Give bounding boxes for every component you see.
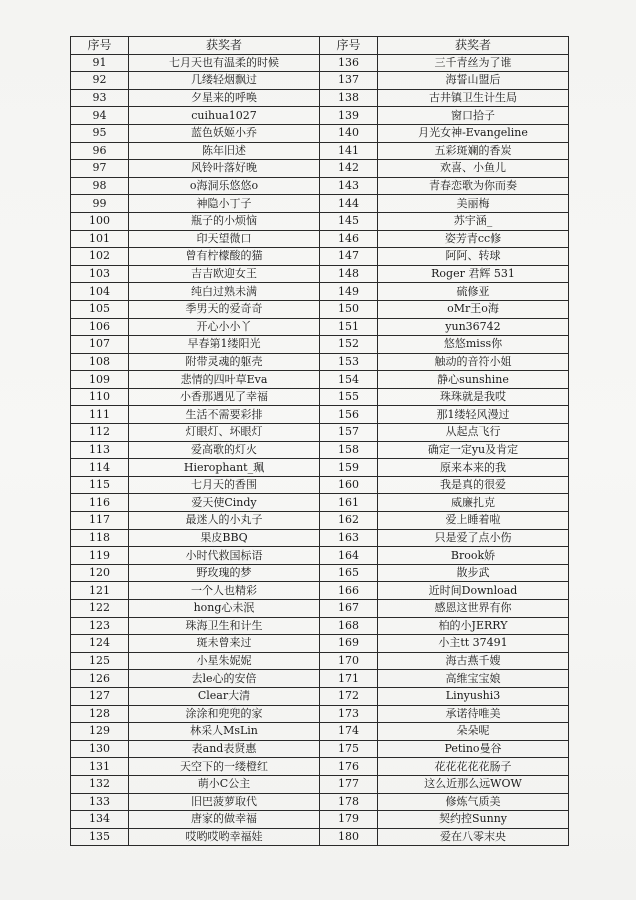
winner-name-left: 小香那遇见了幸福 [129,388,320,406]
row-number-right: 145 [320,212,378,230]
table-row [71,705,569,723]
table-row [71,459,569,477]
row-number-left: 117 [71,512,129,530]
table-row [71,723,569,741]
header-cell-number-left: 序号 [71,37,129,55]
winner-name-right: Petino曼谷 [378,740,569,758]
table-row [71,318,569,336]
winner-name-left: 几缕轻烟飘过 [129,72,320,90]
table-row [71,142,569,160]
row-number-left: 116 [71,494,129,512]
winner-name-right: 古井镇卫生计生局 [378,89,569,107]
row-number-left: 101 [71,230,129,248]
winner-name-left: 生活不需要彩排 [129,406,320,424]
row-number-right: 158 [320,441,378,459]
table-row [71,476,569,494]
winner-name-left: 小星朱妮妮 [129,652,320,670]
row-number-right: 153 [320,353,378,371]
winner-name-left: 陈年旧述 [129,142,320,160]
table-row [71,54,569,72]
row-number-left: 128 [71,705,129,723]
row-number-right: 143 [320,177,378,195]
winner-name-left: 季男天的爱奇奇 [129,300,320,318]
row-number-left: 127 [71,687,129,705]
winner-name-left: 附带灵魂的躯壳 [129,353,320,371]
winner-name-right: Brook娇 [378,547,569,565]
winner-name-left: 神隐小丁子 [129,195,320,213]
winner-name-left: 果皮BBQ [129,529,320,547]
header-row [71,37,569,55]
winner-name-left: 早春第1缕阳光 [129,336,320,354]
row-number-left: 135 [71,828,129,846]
winner-name-left: 印天望微口 [129,230,320,248]
winner-name-left: 开心小小丫 [129,318,320,336]
row-number-right: 150 [320,300,378,318]
row-number-left: 93 [71,89,129,107]
header-cell-winner-right: 获奖者 [378,37,569,55]
row-number-right: 147 [320,248,378,266]
row-number-left: 134 [71,811,129,829]
winner-name-left: 吉吉欧迎女王 [129,265,320,283]
row-number-right: 141 [320,142,378,160]
winner-name-right: 散步武 [378,564,569,582]
row-number-left: 98 [71,177,129,195]
table-row [71,564,569,582]
row-number-left: 108 [71,353,129,371]
row-number-left: 120 [71,564,129,582]
table-row [71,652,569,670]
table-row [71,529,569,547]
row-number-left: 99 [71,195,129,213]
row-number-right: 174 [320,723,378,741]
row-number-right: 157 [320,424,378,442]
row-number-left: 92 [71,72,129,90]
row-number-left: 100 [71,212,129,230]
table-row [71,617,569,635]
row-number-left: 91 [71,54,129,72]
row-number-right: 171 [320,670,378,688]
winner-name-left: 最迷人的小丸子 [129,512,320,530]
winner-name-right: 近时间Download [378,582,569,600]
winner-name-left: 天空下的一缕橙红 [129,758,320,776]
table-row [71,811,569,829]
row-number-left: 131 [71,758,129,776]
winner-name-right: 静心sunshine [378,371,569,389]
table-row [71,107,569,125]
winner-name-right: yun36742 [378,318,569,336]
winner-name-right: 美丽梅 [378,195,569,213]
row-number-right: 144 [320,195,378,213]
winner-name-right: 承诺待唯美 [378,705,569,723]
row-number-left: 106 [71,318,129,336]
winner-name-right: 这么近那么远WOW [378,775,569,793]
winner-name-right: 从起点飞行 [378,424,569,442]
row-number-left: 97 [71,160,129,178]
winner-name-left: 一个人也精彩 [129,582,320,600]
row-number-right: 161 [320,494,378,512]
winner-name-left: Clear大清 [129,687,320,705]
row-number-left: 107 [71,336,129,354]
table-row [71,195,569,213]
winner-name-right: 海誓山盟后 [378,72,569,90]
winner-name-left: 萌小C公主 [129,775,320,793]
row-number-right: 176 [320,758,378,776]
winner-name-right: 珠珠就是我哎 [378,388,569,406]
row-number-left: 132 [71,775,129,793]
winner-name-right: Linyushi3 [378,687,569,705]
row-number-right: 178 [320,793,378,811]
row-number-right: 180 [320,828,378,846]
row-number-left: 111 [71,406,129,424]
row-number-left: 125 [71,652,129,670]
winner-name-left: 爱高歌的灯火 [129,441,320,459]
winner-name-left: 夕星来的呼唤 [129,89,320,107]
row-number-right: 142 [320,160,378,178]
table-row [71,336,569,354]
row-number-left: 95 [71,124,129,142]
row-number-left: 119 [71,547,129,565]
winner-name-right: 欢喜、小鱼儿 [378,160,569,178]
winner-name-right: 小主tt 37491 [378,635,569,653]
winner-name-right: 月光女神-Evangeline [378,124,569,142]
table-row [71,406,569,424]
winner-name-right: 五彩斑斓的香炭 [378,142,569,160]
row-number-left: 109 [71,371,129,389]
winner-name-right: 阿阿、转球 [378,248,569,266]
winner-name-right: 威廉扎克 [378,494,569,512]
winner-name-left: 蓝色妖姬小乔 [129,124,320,142]
table-row [71,687,569,705]
winner-name-right: 青春恋歌为你而奏 [378,177,569,195]
winner-name-left: 曾有柠檬酸的猫 [129,248,320,266]
row-number-left: 122 [71,600,129,618]
table-row [71,828,569,846]
winner-name-left: 哎哟哎哟幸福娃 [129,828,320,846]
row-number-right: 146 [320,230,378,248]
winner-name-right: 那1缕轻风漫过 [378,406,569,424]
row-number-right: 164 [320,547,378,565]
row-number-right: 173 [320,705,378,723]
table-row [71,670,569,688]
row-number-left: 121 [71,582,129,600]
table-row [71,160,569,178]
table-row [71,353,569,371]
row-number-right: 136 [320,54,378,72]
winner-name-right: 爱在八零末央 [378,828,569,846]
row-number-right: 163 [320,529,378,547]
winner-name-right: 柏的小JERRY [378,617,569,635]
row-number-left: 130 [71,740,129,758]
table-row [71,89,569,107]
winner-name-right: 感恩这世界有你 [378,600,569,618]
row-number-left: 104 [71,283,129,301]
row-number-right: 137 [320,72,378,90]
winner-name-right: 硫修亚 [378,283,569,301]
table-row [71,265,569,283]
winner-name-right: 我是真的很爱 [378,476,569,494]
winner-name-left: 七月天也有温柔的时候 [129,54,320,72]
row-number-right: 138 [320,89,378,107]
winner-name-right: 朵朵呢 [378,723,569,741]
table-row [71,547,569,565]
winner-name-right: Roger 君辉 531 [378,265,569,283]
table-row [71,635,569,653]
row-number-right: 140 [320,124,378,142]
winner-name-right: 高维宝宝娘 [378,670,569,688]
table-row [71,424,569,442]
winner-name-left: cuihua1027 [129,107,320,125]
table-row [71,212,569,230]
table-row [71,388,569,406]
winner-name-right: 海古燕千嫂 [378,652,569,670]
winner-name-left: o海洞乐悠悠o [129,177,320,195]
row-number-left: 105 [71,300,129,318]
row-number-left: 114 [71,459,129,477]
winner-name-left: 灯眼灯、坏眼灯 [129,424,320,442]
row-number-right: 154 [320,371,378,389]
row-number-left: 110 [71,388,129,406]
winner-name-left: 表and表贤惠 [129,740,320,758]
table-row [71,124,569,142]
row-number-right: 152 [320,336,378,354]
row-number-left: 129 [71,723,129,741]
table-row [71,72,569,90]
table-row [71,441,569,459]
row-number-right: 162 [320,512,378,530]
winner-name-right: 爱上睡着啦 [378,512,569,530]
row-number-left: 124 [71,635,129,653]
row-number-right: 168 [320,617,378,635]
row-number-right: 172 [320,687,378,705]
winner-name-left: 唐家的做幸福 [129,811,320,829]
winner-name-right: oMr王o海 [378,300,569,318]
header-cell-winner-left: 获奖者 [129,37,320,55]
winner-name-left: 七月天的香围 [129,476,320,494]
table-row [71,758,569,776]
winner-name-left: 旧巴菠萝取代 [129,793,320,811]
row-number-left: 133 [71,793,129,811]
winner-name-left: 小时代救国标语 [129,547,320,565]
winner-name-left: 野玫瑰的梦 [129,564,320,582]
table-row [71,177,569,195]
table-row [71,371,569,389]
row-number-left: 103 [71,265,129,283]
table-row [71,230,569,248]
winner-name-right: 三千青丝为了谁 [378,54,569,72]
row-number-right: 139 [320,107,378,125]
winner-name-left: 爱天使Cindy [129,494,320,512]
table-row [71,283,569,301]
winner-name-left: 涂涂和兜兜的家 [129,705,320,723]
winner-name-right: 确定一定yu及肯定 [378,441,569,459]
table-row [71,494,569,512]
row-number-right: 167 [320,600,378,618]
winner-name-right: 原来本来的我 [378,459,569,477]
row-number-right: 151 [320,318,378,336]
winner-name-left: 林采人MsLin [129,723,320,741]
table-row [71,248,569,266]
winner-name-left: 去le心的安倍 [129,670,320,688]
table-body [71,54,569,846]
winner-name-right: 悠悠miss你 [378,336,569,354]
table-row [71,600,569,618]
row-number-right: 179 [320,811,378,829]
winner-name-right: 契约控Sunny [378,811,569,829]
row-number-right: 170 [320,652,378,670]
row-number-right: 166 [320,582,378,600]
table-row [71,740,569,758]
row-number-left: 118 [71,529,129,547]
row-number-left: 96 [71,142,129,160]
row-number-right: 175 [320,740,378,758]
row-number-left: 112 [71,424,129,442]
row-number-right: 159 [320,459,378,477]
winner-name-left: Hierophant_珮 [129,459,320,477]
row-number-right: 177 [320,775,378,793]
winner-name-left: 悲情的四叶草Eva [129,371,320,389]
row-number-right: 165 [320,564,378,582]
row-number-right: 155 [320,388,378,406]
row-number-left: 113 [71,441,129,459]
table-row [71,512,569,530]
winner-name-right: 花花花花花肠子 [378,758,569,776]
row-number-left: 115 [71,476,129,494]
winner-name-left: 珠海卫生和计生 [129,617,320,635]
row-number-right: 149 [320,283,378,301]
winner-name-left: 纯白过熟未满 [129,283,320,301]
row-number-right: 156 [320,406,378,424]
winner-name-left: hong心未泯 [129,600,320,618]
row-number-left: 126 [71,670,129,688]
header-cell-number-right: 序号 [320,37,378,55]
winner-name-left: 瓶子的小烦恼 [129,212,320,230]
winner-name-right: 修炼气质美 [378,793,569,811]
table-row [71,775,569,793]
row-number-left: 102 [71,248,129,266]
winner-name-right: 姿芳青cc修 [378,230,569,248]
row-number-left: 94 [71,107,129,125]
winner-name-right: 触动的音符小姐 [378,353,569,371]
row-number-right: 169 [320,635,378,653]
winner-name-right: 窗口拾子 [378,107,569,125]
winner-name-right: 只是爱了点小伤 [378,529,569,547]
table-row [71,582,569,600]
table-row [71,793,569,811]
row-number-right: 160 [320,476,378,494]
table-row [71,300,569,318]
row-number-right: 148 [320,265,378,283]
winner-name-left: 风铃叶落好晚 [129,160,320,178]
winner-name-right: 苏宇涵_ [378,212,569,230]
winner-name-left: 斑未曾来过 [129,635,320,653]
winners-table [70,36,569,846]
row-number-left: 123 [71,617,129,635]
